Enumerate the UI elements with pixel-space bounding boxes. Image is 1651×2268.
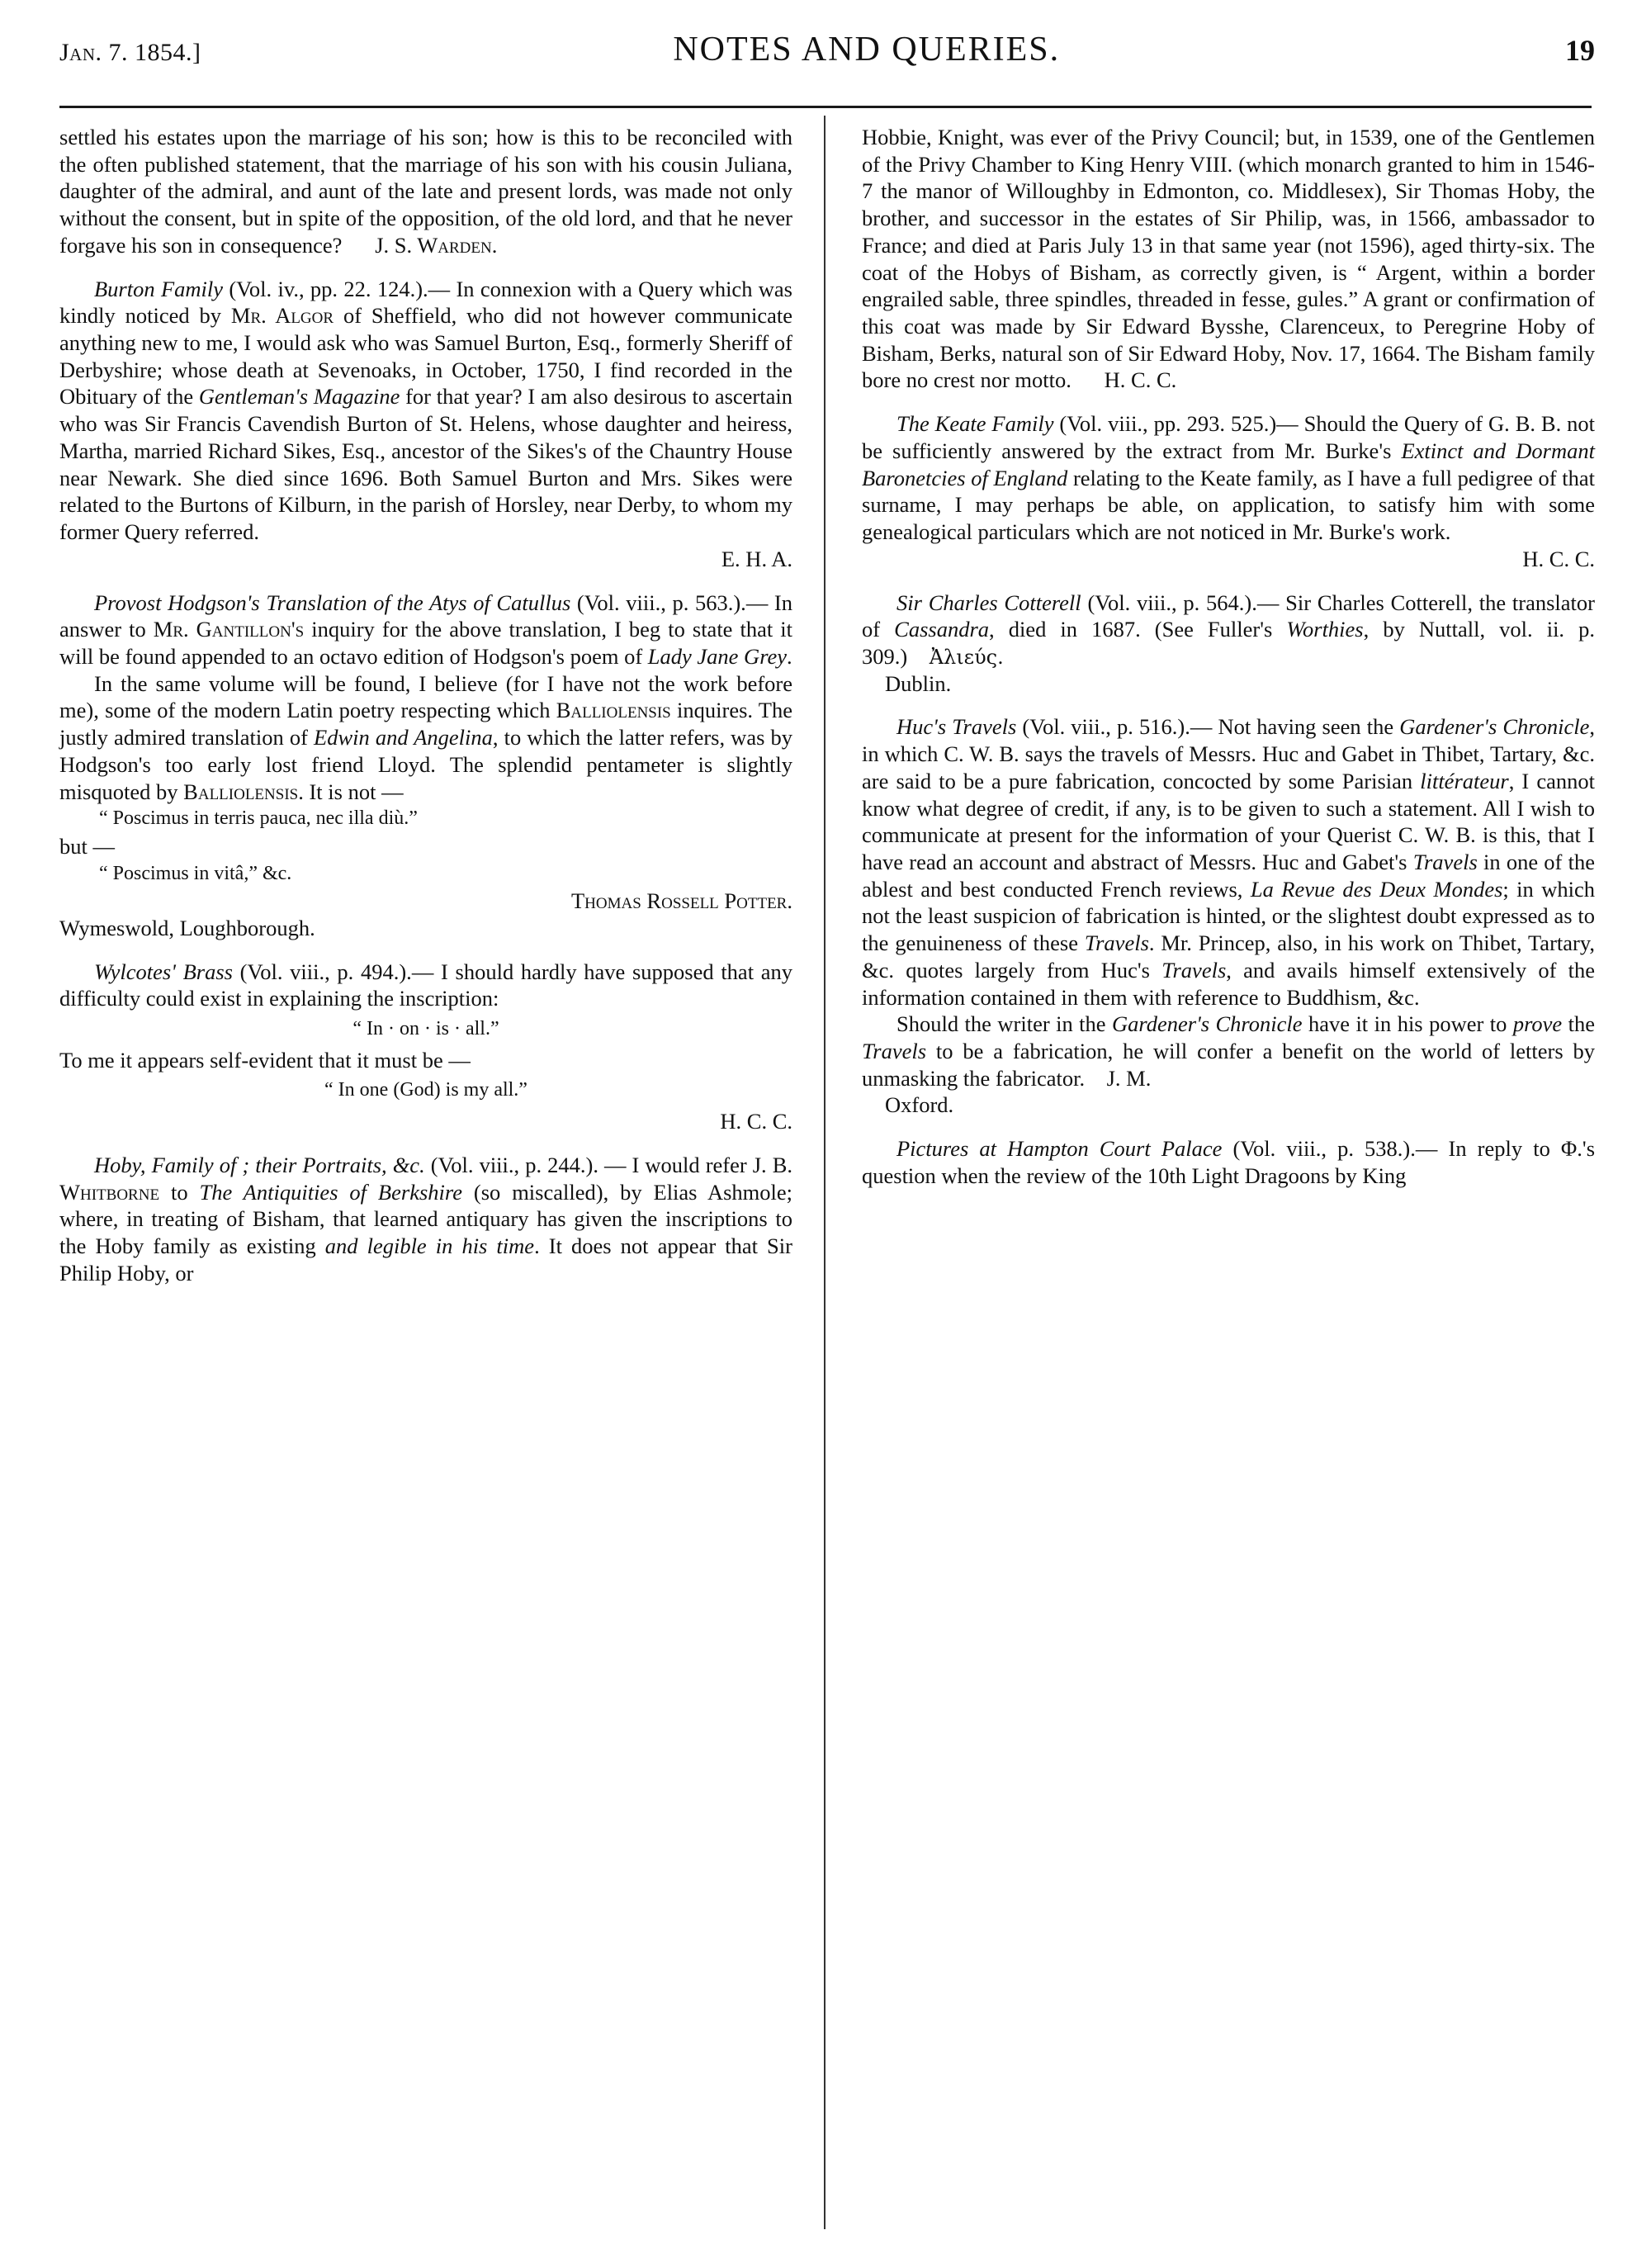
- body-columns: [59, 124, 1595, 1286]
- continuation-paragraph: [862, 124, 1595, 394]
- inscription-quote-1: “ In · on · is · all.”: [352, 1018, 499, 1040]
- article-reference: (Vol. iv., pp. 22. 124.).: [229, 276, 428, 301]
- article-italic-1: The Antiquities of Berkshire: [199, 1179, 462, 1205]
- para2-a: Should the writer in the: [896, 1011, 1113, 1037]
- article-italic-2: and legible in his time: [324, 1233, 535, 1258]
- article-body-1: — I would refer J. B.: [598, 1152, 793, 1177]
- article-signature: Ἀλιεύς.: [929, 645, 1004, 669]
- para2-name-2: Balliolensis: [183, 779, 299, 804]
- para2-b: inquires. The justly admired translation of: [59, 698, 792, 750]
- article-italic-1: Lady Jane Grey: [647, 643, 788, 669]
- article-body-4: in one of the ablest and best conducted French reviews,: [862, 849, 1595, 902]
- article-body-2: to: [159, 1179, 200, 1205]
- para2-italic-2: prove: [1512, 1011, 1563, 1037]
- latin-quote-2: “ Poscimus in vitâ,” &c.: [99, 862, 292, 884]
- article-pictures-hampton-court: [862, 1135, 1595, 1189]
- article-body-1: — In reply to Φ.'s question when the review of the 10th Light Dragoons by King: [862, 1136, 1596, 1188]
- article-italic-1: Cassandra: [894, 617, 990, 642]
- article-sir-charles-cotterell: [862, 589, 1595, 670]
- continuation-signature: H. C. C.: [1104, 367, 1177, 393]
- article-name-1: Mr. Gantillon's: [153, 617, 305, 642]
- article-italic-2: littérateur: [1420, 768, 1509, 793]
- article-hucs-travels: [862, 713, 1595, 1011]
- para2-italic: Edwin and Angelina: [314, 725, 493, 750]
- header-rule: [59, 106, 1592, 108]
- article-body-2: inquiry for the above translation, I beg to state that it will be found appended to an octavo edition of Hodgson's poem of: [59, 617, 792, 669]
- article-provost-hodgson: [59, 589, 792, 670]
- article-wylcotes-brass: [59, 959, 792, 1012]
- article-title: Sir Charles Cotterell: [896, 589, 1081, 615]
- right-column: [824, 124, 1595, 1286]
- article-body-2: To me it appears self-evident that it must be —: [59, 1047, 471, 1072]
- article-title: Hoby, Family of ; their Portraits, &c.: [94, 1152, 425, 1177]
- latin-quote-1: “ Poscimus in terris pauca, nec illa diù.”: [99, 807, 418, 830]
- article-title: Burton Family: [94, 276, 224, 301]
- article-title: Pictures at Hampton Court Palace: [896, 1136, 1223, 1162]
- article-italic-3: Travels: [1412, 849, 1478, 874]
- article-burton-family: [59, 276, 792, 573]
- para2-c: the: [1562, 1011, 1595, 1037]
- para2-italic-1: Gardener's Chronicle: [1112, 1011, 1303, 1037]
- article-hoby-family: [59, 1152, 792, 1287]
- article-body-1: — In connexion with a Query which was kindly noticed by: [59, 276, 792, 329]
- article-body-1: — Should the Query of G. B. B. not be sufficiently answered by the extract from Mr. Burke's: [862, 411, 1596, 463]
- article-reference: (Vol. viii., pp. 293. 525.): [1059, 411, 1277, 437]
- article-signature: Thomas Rossell Potter.: [571, 888, 792, 914]
- article-body-2: , died in 1687. (See Fuller's: [989, 617, 1287, 642]
- article-reference: (Vol. viii., p. 244.).: [430, 1152, 598, 1177]
- inscription-quote-2: “ In one (God) is my all.”: [324, 1079, 527, 1101]
- continuation-text: Hobbie, Knight, was ever of the Privy Council; but, in 1539, one of the Gentlemen of the Privy Chamber to King Henry VIII. (which monarch granted to him in 1546-7 the manor of Willoughby in Edmonton, co. Middlesex), Sir Thomas Hoby, the brother, and successor in the estates of Sir Philip, was, in 1566, ambassador to France; and died at Paris July 13 in that same year (not 1596), aged thirty-six. The coat of the Hobys of Bisham, as correctly given, is “ Argent, within a border engrailed sable, three spindles, threaded in fesse, gules.” A grant or confirmation of this coat was made by Sir Edward Bysshe, Clarenceux, to Peregrine Hoby of Bisham, Berks, natural son of Sir Edward Hoby, Nov. 17, 1664. The Bisham family bore no crest nor motto.: [862, 125, 1595, 393]
- issue-date: Jan. 7. 1854.]: [59, 39, 201, 66]
- article-provost-hodgson-para2: [59, 670, 792, 806]
- article-title: Provost Hodgson's Translation of the Atys of Catullus: [94, 589, 571, 615]
- article-italic-2: Worthies: [1286, 617, 1364, 642]
- article-body-2: , in which C. W. B. says the travels of Messrs. Huc and Gabet in Thibet, Tartary, &c. are said to be a pure fabrication, concocted by some Parisian: [862, 714, 1596, 793]
- article-name-1: Whitborne: [59, 1179, 160, 1205]
- article-body-3: , I cannot know what degree of credit, if any, is to be given to such a statement. All I wish to communicate at present for the information of your Querist C. W. B. is this, that I have read an account and abstract of Messrs. Huc and Gabet's: [862, 768, 1595, 874]
- article-title: Huc's Travels: [896, 714, 1017, 740]
- article-italic-1: Extinct and Dormant Baronetcies of England: [862, 438, 1595, 490]
- article-reference: (Vol. viii., p. 538.).: [1232, 1136, 1416, 1162]
- article-italic-6: Travels: [1161, 957, 1227, 982]
- article-body-4: . It does not appear that Sir Philip Hoby, or: [59, 1233, 792, 1286]
- article-signature: J. M.: [1106, 1065, 1152, 1091]
- article-place: Oxford.: [885, 1092, 954, 1118]
- article-body-3: , by Nuttall, vol. ii. p. 309.): [862, 617, 1595, 669]
- article-body-5: ; in which not the least suspicion of fabrication is hinted, or the slightest doubt expressed as to the genuineness of these: [862, 876, 1595, 956]
- continuation-text: settled his estates upon the marriage of his son; how is this to be reconciled with the often published statement, that the marriage of his son with his cousin Juliana, daughter of the admiral, and aunt of the late and present lords, was made not only without the consent, but in spite of the opposition, of the old lord, and that he never forgave his son in consequence?: [59, 125, 792, 258]
- continuation-paragraph: [59, 124, 792, 259]
- article-place: Wymeswold, Loughborough.: [59, 915, 315, 940]
- left-column: [59, 124, 824, 1286]
- article-signature: H. C. C.: [1522, 546, 1595, 571]
- article-body-1: — In answer to: [59, 589, 793, 642]
- article-hucs-travels-para2: [862, 1011, 1595, 1091]
- article-reference: (Vol. viii., p. 516.).: [1022, 714, 1190, 740]
- article-reference: (Vol. viii., p. 564.).: [1087, 589, 1257, 615]
- article-italic-4: La Revue des Deux Mondes: [1250, 876, 1503, 902]
- article-signature: E. H. A.: [721, 546, 792, 571]
- article-title: Wylcotes' Brass: [94, 959, 233, 984]
- publication-title: NOTES AND QUERIES.: [673, 31, 1061, 69]
- article-italic-1: Gentleman's Magazine: [198, 384, 400, 410]
- article-italic-5: Travels: [1084, 930, 1149, 956]
- article-title: The Keate Family: [896, 411, 1054, 437]
- article-keate-family: [862, 410, 1595, 546]
- article-body-2: relating to the Keate family, as I have a full pedigree of that surname, I may perhaps be able, on application, to satisfy him with some genealogical particulars which are not noticed in Mr. Burke's work.: [862, 465, 1595, 545]
- article-body-7: , and avails himself extensively of the information contained in them with reference to Buddhism, &c.: [862, 957, 1596, 1010]
- article-body-3: (so miscalled), by Elias Ashmole; where, in treating of Bisham, that learned antiquary has given the inscriptions to the Hoby family as existing: [59, 1179, 792, 1258]
- article-body-1: — Not having seen the: [1190, 714, 1400, 740]
- article-body-6: . Mr. Princep, also, in his work on Thibet, Tartary, &c. quotes largely from Huc's: [862, 930, 1595, 982]
- para2-b: have it in his power to: [1302, 1011, 1513, 1037]
- article-body-2: of Sheffield, who did not however communicate anything new to me, I would ask who was Samuel Burton, Esq., formerly Sheriff of Derbyshire; whose death at Sevenoaks, in October, 1750, I find recorded in the Obituary of the: [59, 303, 792, 410]
- para2-d: . It is not —: [298, 779, 404, 804]
- para2-name: Balliolensis: [556, 698, 671, 723]
- article-body-3: .: [787, 643, 792, 669]
- article-signature: H. C. C.: [720, 1109, 792, 1134]
- continuation-signature: J. S. Warden.: [375, 232, 498, 258]
- article-reference: (Vol. viii., p. 494.).: [239, 959, 412, 984]
- article-body-3: for that year? I am also desirous to ascertain who was Sir Francis Cavendish Burton of St. Helens, whose daughter and heiress, Martha, married Richard Sikes, Esq., ancestor of the Sikes's of the Chauntry House near Newark. She died since 1696. Both Samuel Burton and Mrs. Sikes were related to the Burtons of Kilburn, in the parish of Horsley, near Derby, to whom my former Query referred.: [59, 384, 792, 545]
- para2-a: In the same volume will be found, I believe (for I have not the work before me), some of the modern Latin poetry respecting which: [59, 670, 792, 723]
- quote-conjunction: but —: [59, 833, 115, 859]
- para2-italic-3: Travels: [862, 1039, 927, 1063]
- article-body-1: — Sir Charles Cotterell, the translator of: [862, 589, 1595, 642]
- article-name-1: Mr. Algor: [230, 303, 334, 329]
- article-italic-1: Gardener's Chronicle: [1399, 714, 1590, 740]
- article-place: Dublin.: [885, 670, 952, 696]
- para2-c: , to which the latter refers, was by Hodgson's too early lost friend Lloyd. The splendid pentameter is slightly misquoted by: [59, 725, 792, 804]
- page-header: [59, 30, 1595, 88]
- para2-d: to be a fabrication, he will confer a benefit on the world of letters by unmasking the fabricator.: [862, 1039, 1595, 1091]
- article-reference: (Vol. viii., p. 563.).: [576, 589, 746, 615]
- page-number: 19: [1565, 34, 1595, 67]
- article-body-1: — I should hardly have supposed that any difficulty could exist in explaining the inscription:: [59, 959, 793, 1011]
